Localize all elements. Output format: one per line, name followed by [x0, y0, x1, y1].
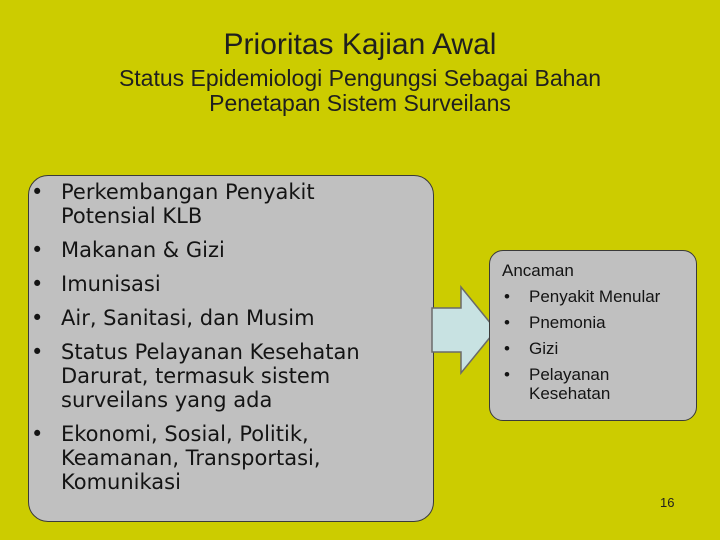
- list-item-line: • Perkembangan Penyakit: [61, 180, 315, 204]
- list-item-line: • Gizi: [529, 339, 559, 358]
- list-item-line: • Pelayanan: [529, 365, 610, 384]
- list-item-line: Komunikasi: [61, 470, 181, 494]
- list-item: [0, 422, 430, 494]
- list-item-line: • Pnemonia: [529, 313, 606, 332]
- threats-list: [500, 287, 700, 410]
- arrow-shape: [432, 287, 496, 373]
- list-item: [0, 306, 430, 330]
- subtitle-line: Status Epidemiologi Pengungsi Sebagai Bahan: [118, 65, 602, 91]
- threats-title: Ancaman: [502, 261, 574, 280]
- list-item-line: • Air, Sanitasi, dan Musim: [61, 306, 315, 330]
- list-item-line: Darurat, termasuk sistem: [61, 364, 331, 388]
- list-item-line: • Status Pelayanan Kesehatan: [61, 340, 360, 364]
- list-item-line: surveilans yang ada: [61, 388, 273, 412]
- subtitle-line: Penetapan Sistem Surveilans: [209, 90, 511, 116]
- list-item-line: • Imunisasi: [61, 272, 161, 296]
- list-item-line: • Ekonomi, Sosial, Politik,: [61, 422, 309, 446]
- list-item-line: Keamanan, Transportasi,: [61, 446, 321, 470]
- list-item: [0, 272, 430, 296]
- slide-title: Prioritas Kajian Awal: [223, 28, 497, 61]
- list-item-line: • Penyakit Menular: [529, 287, 661, 306]
- list-item: [500, 339, 700, 358]
- slide-subtitle: [0, 66, 720, 116]
- list-item-line: Potensial KLB: [61, 204, 203, 228]
- list-item-line: • Makanan & Gizi: [61, 238, 225, 262]
- list-item: [0, 238, 430, 262]
- list-item: [0, 340, 430, 412]
- list-item: [500, 365, 700, 403]
- list-item: [500, 313, 700, 332]
- list-item-line: Kesehatan: [529, 384, 611, 403]
- page-number: 16: [660, 495, 675, 510]
- factors-list: [0, 180, 430, 504]
- list-item: [0, 180, 430, 228]
- list-item: [500, 287, 700, 306]
